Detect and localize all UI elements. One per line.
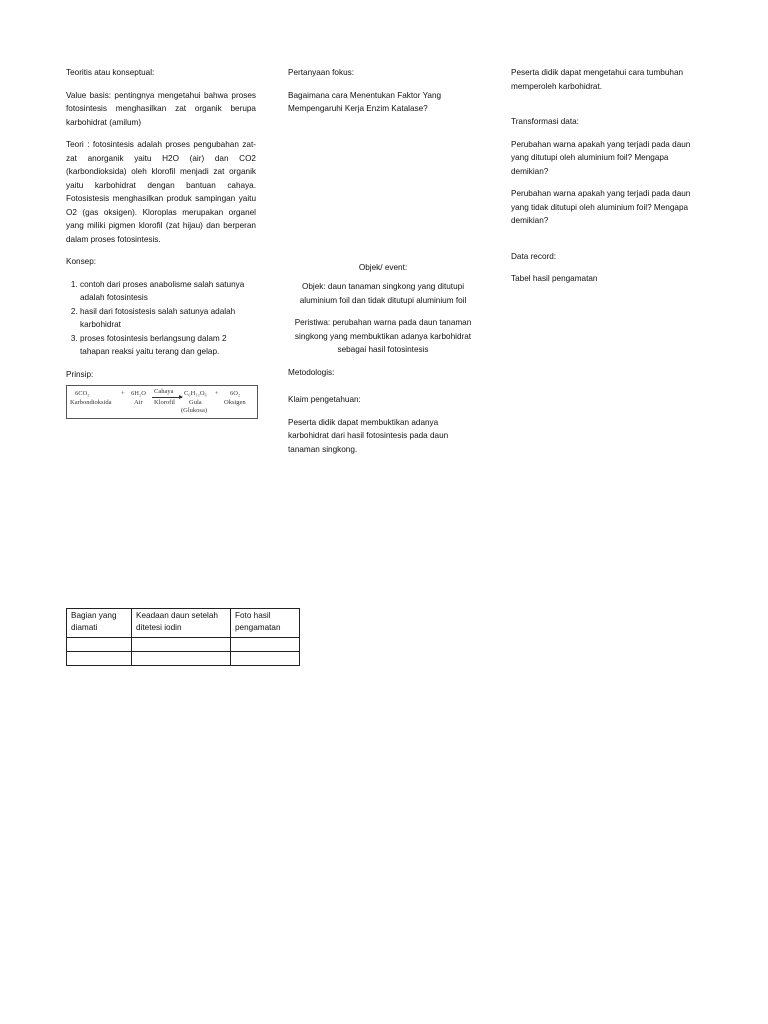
transformasi-label: Transformasi data:	[511, 117, 579, 126]
eq-gula: Gula	[189, 399, 202, 406]
konsep-item: 3. proses fotosintesis berlangsung dalam 2 tahapan reaksi yaitu terang dan gelap.	[80, 332, 256, 359]
konsep-item: 1. contoh dari proses anabolisme salah satunya adalah fotosintesis	[80, 278, 256, 305]
intro-text: Peserta didik dapat mengetahui cara tumbuhan memperoleh karbohidrat.	[511, 68, 684, 91]
table-cell[interactable]	[67, 652, 132, 666]
table-header-cell: Keadaan daun setelah ditetesi iodin	[132, 609, 231, 638]
teori-text: Teori : fotosintesis adalah proses pengubahan zat-zat anorganik yaitu H2O (air) dan CO2 (karbondioksida) oleh klorofil menjadi zat organik yaitu karbohidrat dengan bantuan cahaya. Fotosistesis menghasilkan produk sampingan yaitu O2 (gas oksigen). Kloroplas merupakan organel yang miliki pigmen klorofil (zat hijau) dan berperan dalam proses fotosintesis.	[66, 140, 256, 244]
prinsip-label: Prinsip:	[66, 369, 94, 379]
konsep-list	[66, 278, 256, 359]
table-header-row	[67, 609, 300, 638]
eq-oksigen: Oksigen	[224, 399, 246, 406]
eq-klorofil: Klorofil	[154, 399, 175, 406]
observation-table	[66, 608, 300, 666]
table-cell[interactable]	[231, 638, 300, 652]
table-header-cell: Bagian yang diamati	[67, 609, 132, 638]
table-header-cell: Foto hasil pengamatan	[231, 609, 300, 638]
klaim-text: Peserta didik dapat membuktikan adanya karbohidrat dari hasil fotosintesis pada daun tanaman singkong.	[288, 417, 449, 454]
metodologis-label: Metodologis:	[288, 367, 335, 377]
column-transformasi	[511, 66, 706, 295]
table-cell[interactable]	[132, 652, 231, 666]
table-row	[67, 638, 300, 652]
eq-glucose: C₆H₁₂O₆	[184, 390, 207, 397]
eq-co2: 6CO₂	[75, 390, 90, 397]
konsep-label: Konsep:	[66, 257, 97, 266]
objek-text: Objek: daun tanaman singkong yang ditutupi aluminium foil dan tidak ditutupi aluminium foil	[299, 282, 467, 305]
column-konseptual	[66, 66, 256, 419]
eq-plus: +	[215, 390, 219, 397]
klaim-label: Klaim pengetahuan:	[288, 395, 361, 404]
konseptual-heading: Teoritis atau konseptual:	[66, 68, 155, 77]
photosynthesis-equation	[66, 385, 258, 419]
question-2: Perubahan warna apakah yang terjadi pada daun yang tidak ditutupi oleh aluminium foil? Mengapa demikian?	[511, 189, 691, 225]
table-cell[interactable]	[67, 638, 132, 652]
eq-plus: +	[121, 390, 125, 397]
eq-cahaya: Cahaya	[154, 388, 174, 395]
peristiwa-text: Peristiwa: perubahan warna pada daun tanaman singkong yang membuktikan adanya karbohidrat sebagai hasil fotosintesis	[294, 318, 472, 354]
pertanyaan-heading: Pertanyaan fokus:	[288, 68, 354, 77]
objek-event-label: Objek/ event:	[358, 262, 408, 272]
table-cell[interactable]	[231, 652, 300, 666]
eq-karbondioksida: Karbondioksida	[70, 399, 112, 406]
value-basis-text: Value basis: pentingnya mengetahui bahwa proses fotosintesis menghasilkan zat organik berupa karbohidrat (amilum)	[66, 90, 256, 127]
table-row	[67, 652, 300, 666]
eq-air: Air	[134, 399, 143, 406]
konsep-item: 2. hasil dari fotosistesis salah satunya adalah karbohidrat	[80, 305, 256, 332]
eq-o2: 6O₂	[230, 390, 241, 397]
eq-arrow	[152, 397, 182, 398]
spacer	[288, 125, 478, 261]
question-1: Perubahan warna apakah yang terjadi pada daun yang ditutupi oleh aluminium foil? Mengapa demikian?	[511, 139, 691, 176]
eq-h2o: 6H₂O	[131, 390, 146, 397]
eq-glukosa: (Glukosa)	[181, 407, 207, 414]
focus-question: Bagaimana cara Menentukan Faktor Yang Mempengaruhi Kerja Enzim Katalase?	[288, 90, 442, 113]
table-cell[interactable]	[132, 638, 231, 652]
data-record-text: Tabel hasil pengamatan	[511, 274, 598, 283]
data-record-label: Data record:	[511, 251, 557, 261]
column-pertanyaan	[288, 66, 478, 465]
